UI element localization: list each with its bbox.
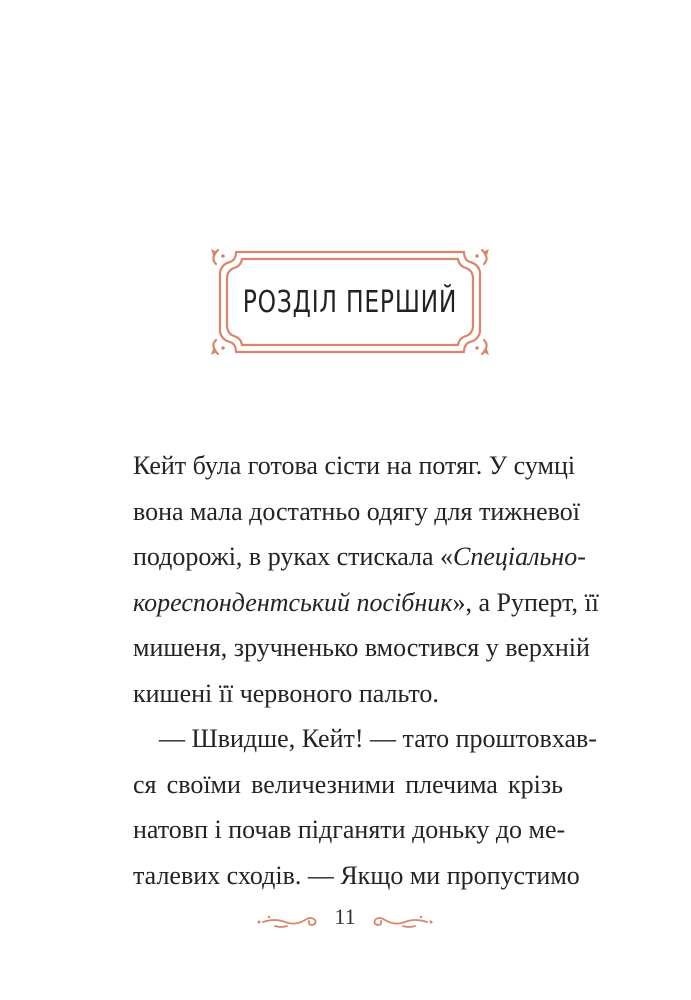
text-line: кореспондентський посібник», а Руперт, її	[133, 587, 599, 617]
text-line: — Швидше, Кейт! — тато проштовхав-	[159, 724, 597, 753]
text-line: кишені її червоного пальто.	[133, 678, 439, 708]
body-text	[133, 443, 599, 898]
page-number: 11	[334, 904, 356, 929]
text-line: Кейт була готова сісти на потяг. У сумці	[133, 451, 576, 480]
text-line: мишеня, зручненько вмостився у верхній	[133, 633, 590, 662]
text-line: подорожі, в руках стискала «Спеціально-	[133, 542, 586, 571]
page-footer	[255, 900, 435, 936]
text-line: талевих сходів. — Якщо ми пропустимо	[133, 860, 580, 890]
chapter-title: РОЗДІЛ ПЕРШИЙ	[242, 284, 458, 320]
text-line: натовп і почав підганяти доньку до ме-	[133, 815, 566, 844]
text-line: ся своїми величезними плечима крізь	[133, 769, 563, 799]
chapter-heading-frame	[208, 246, 492, 358]
text-line: вона мала достатньо одягу для тижневої	[133, 496, 580, 526]
